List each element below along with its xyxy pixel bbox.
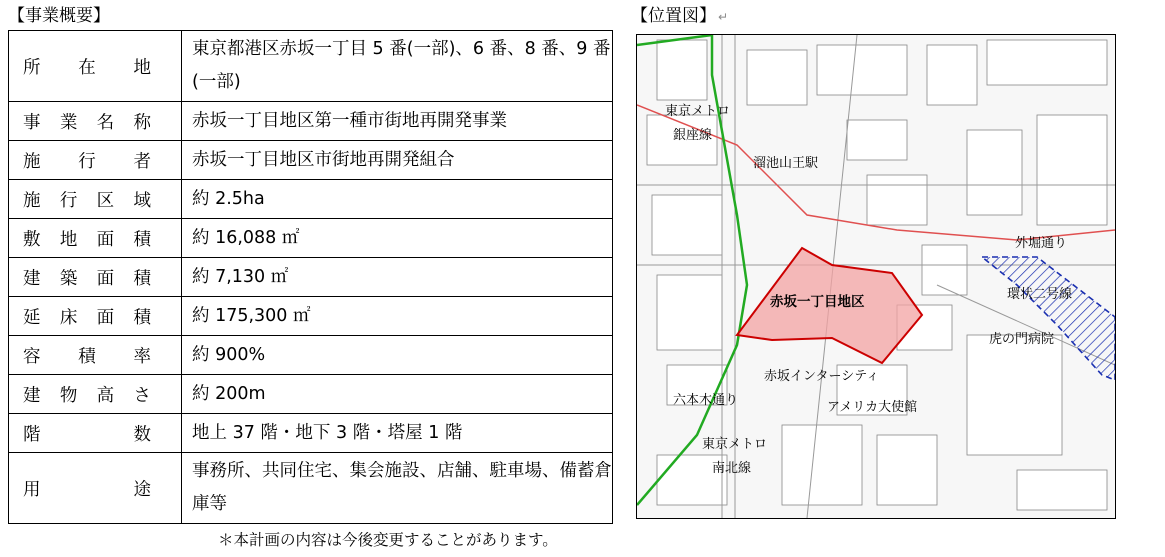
- location-map-heading: 【位置図】 ↵: [631, 6, 729, 26]
- table-row-floor-area-ratio: [9, 336, 613, 375]
- label-cell: 施行区域: [9, 180, 182, 219]
- label-cell: 建築面積: [9, 258, 182, 297]
- table-row-floor-area: [9, 297, 613, 336]
- label-cell: 施行者: [9, 141, 182, 180]
- site-label: 赤坂一丁目地区: [770, 294, 865, 310]
- value-cell: 東京都港区赤坂一丁目 5 番(一部)、6 番、8 番、9 番(一部): [182, 31, 613, 102]
- value-cell: 約 7,130 ㎡: [182, 258, 613, 297]
- value-cell: 赤坂一丁目地区市街地再開発組合: [182, 141, 613, 180]
- us-embassy-label: アメリカ大使館: [827, 400, 918, 415]
- table-row-building-height: [9, 375, 613, 414]
- project-summary-table: [8, 30, 613, 524]
- metro-top-label-2: 銀座線: [673, 128, 713, 143]
- table-row-executor: [9, 141, 613, 180]
- table-row-site-area: [9, 219, 613, 258]
- summary-heading: 【事業概要】: [8, 6, 110, 26]
- label-cell: 事業名称: [9, 102, 182, 141]
- metro-bottom-label-1: 東京メトロ: [702, 437, 768, 452]
- table-row-uses: [9, 453, 613, 524]
- label-cell: 用途: [9, 453, 182, 524]
- value-cell: 赤坂一丁目地区第一種市街地再開発事業: [182, 102, 613, 141]
- label-cell: 延床面積: [9, 297, 182, 336]
- table-row-building-area: [9, 258, 613, 297]
- metro-bottom-label-2: 南北線: [712, 461, 752, 476]
- label-cell: 建物高さ: [9, 375, 182, 414]
- value-cell: 約 175,300 ㎡: [182, 297, 613, 336]
- kanjo2-label: 環状二号線: [1007, 287, 1073, 302]
- table-row-project-area: [9, 180, 613, 219]
- tameike-station-label: 溜池山王駅: [753, 156, 819, 171]
- table-row-floors: [9, 414, 613, 453]
- table-row-project-name: [9, 102, 613, 141]
- value-cell: 約 900%: [182, 336, 613, 375]
- table-row-location: [9, 31, 613, 102]
- value-cell: 事務所、共同住宅、集会施設、店舗、駐車場、備蓄倉庫等: [182, 453, 613, 524]
- toranomon-hospital-label: 虎の門病院: [989, 332, 1055, 347]
- value-cell: 約 200m: [182, 375, 613, 414]
- roppongi-dori-label: 六本木通り: [673, 393, 739, 408]
- disclaimer-note: ＊本計画の内容は今後変更することがあります。: [218, 531, 558, 549]
- label-cell: 所在地: [9, 31, 182, 102]
- location-map: [636, 34, 1116, 519]
- label-cell: 階数: [9, 414, 182, 453]
- metro-top-label-1: 東京メトロ: [665, 104, 731, 119]
- label-cell: 容積率: [9, 336, 182, 375]
- sotobori-label: 外堀通り: [1015, 236, 1068, 251]
- value-cell: 約 2.5ha: [182, 180, 613, 219]
- value-cell: 約 16,088 ㎡: [182, 219, 613, 258]
- akasaka-intercity-label: 赤坂インターシティ: [764, 369, 880, 384]
- value-cell: 地上 37 階・地下 3 階・塔屋 1 階: [182, 414, 613, 453]
- label-cell: 敷地面積: [9, 219, 182, 258]
